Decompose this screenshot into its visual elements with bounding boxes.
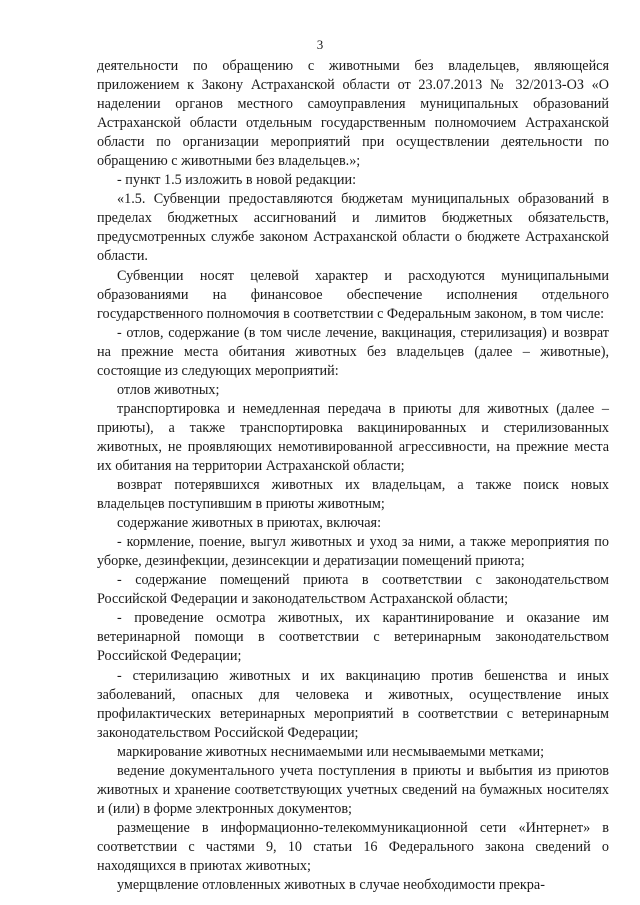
paragraph: - содержание помещений приюта в соответствии с законодательством Российской Федерации и законодательством Астраханской области; <box>97 572 609 608</box>
paragraph: - пункт 1.5 изложить в новой редакции: <box>117 172 357 189</box>
paragraph: размещение в информационно-телекоммуникационной сети «Интернет» в соответствии с частями 9, 10 статьи 16 Федерального закона сведений о находящихся в приютах животных; <box>97 819 609 874</box>
paragraph: «1.5. Субвенции предоставляются бюджетам муниципальных образований в пределах бюджетных ассигнований и лимитов бюджетных обязательств, предусмотренных службе законом Астраханской области о бюджете Астраханской области. <box>97 191 609 265</box>
paragraph: отлов животных; <box>117 381 220 398</box>
paragraph: содержание животных в приютах, включая: <box>117 515 382 532</box>
paragraph: возврат потерявшихся животных их владельцам, а также поиск новых владельцев поступившим в приюты животным; <box>97 477 609 513</box>
body-text <box>97 57 609 895</box>
paragraph: умерщвление отловленных животных в случае необходимости прекра- <box>117 877 545 894</box>
paragraph: - отлов, содержание (в том числе лечение, вакцинация, стерилизация) и возврат на прежние места обитания животных без владельцев (далее – животные), состоящие из следующих мероприятий: <box>97 324 609 379</box>
paragraph: - кормление, поение, выгул животных и уход за ними, а также мероприятия по уборке, дезинфекции, дезинсекции и дератизации помещений приюта; <box>97 534 609 570</box>
paragraph: - стерилизацию животных и их вакцинацию против бешенства и иных заболеваний, опасных для человека и животных, осуществление иных профилактических ветеринарных мероприятий в соответствии с ветеринарным законодательством Российской Федерации; <box>97 667 609 741</box>
paragraph: - проведение осмотра животных, их карантинирование и оказание им ветеринарной помощи в соответствии с ветеринарным законодательством Российской Федерации; <box>97 610 609 665</box>
page-number: 3 <box>316 37 324 52</box>
paragraph: ведение документального учета поступления в приюты и выбытия из приютов животных и хранение соответствующих учетных сведений на бумажных носителях и (или) в форме электронных документов; <box>97 762 609 817</box>
paragraph: Субвенции носят целевой характер и расходуются муниципальными образованиями на финансовое обеспечение исполнения отдельного государственного полномочия в соответствии с Федеральным законом, в том числе: <box>97 267 609 322</box>
paragraph: транспортировка и немедленная передача в приюты для животных (далее – приюты), а также транспортировка вакцинированных и стерилизованных животных, не проявляющих немотивированной агрессивности, на прежние места их обитания на территории Астраханской области; <box>97 400 609 474</box>
paragraph: маркирование животных неснимаемыми или несмываемыми метками; <box>117 743 545 760</box>
paragraph: деятельности по обращению с животными без владельцев, являющейся приложением к Закону Астраханской области от 23.07.2013 № 32/2013-ОЗ «О наделении органов местного самоуправления муниципальных образований Астраханской области отдельным государственным полномочием Астраханской области по организации мероприятий при осуществлении деятельности по обращению с животными без владельцев.»; <box>97 58 609 170</box>
